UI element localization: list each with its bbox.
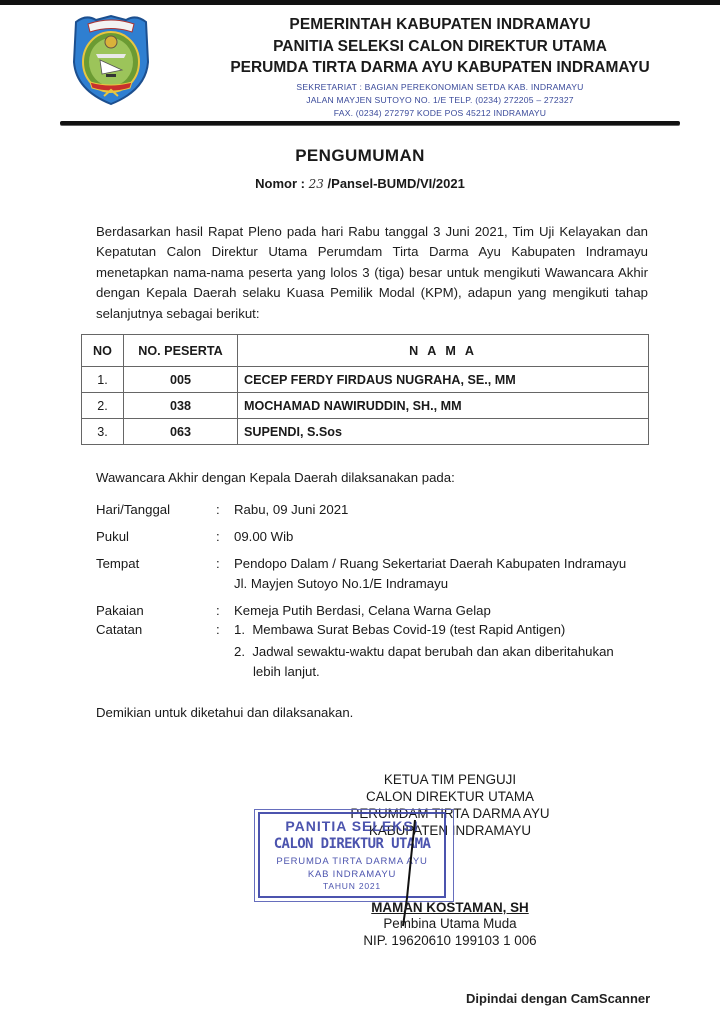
signatory-title-1: KETUA TIM PENGUJI bbox=[383, 772, 517, 787]
value-place-address: Jl. Mayjen Sutoyo No.1/E Indramayu bbox=[234, 576, 449, 591]
signatory-rank: Pembina Utama Muda bbox=[383, 916, 517, 931]
label-attire: Pakaian bbox=[96, 603, 144, 618]
participants-table bbox=[81, 334, 649, 445]
letterhead-fax: FAX. (0234) 272797 KODE POS 45212 INDRAMAYU bbox=[333, 108, 547, 118]
signatory-name: MAMAN KOSTAMAN, SH bbox=[371, 900, 529, 915]
shield-emblem-icon bbox=[66, 12, 156, 108]
handwritten-number: 23 bbox=[308, 177, 324, 191]
note-2: 2. Jadwal sewaktu-waktu dapat berubah dan akan diberitahukan bbox=[234, 644, 614, 659]
cell-name: CECEP FERDY FIRDAUS NUGRAHA, SE., MM bbox=[238, 367, 649, 393]
stamp-line-2: CALON DIREKTUR UTAMA bbox=[273, 836, 431, 852]
separator-colon: : bbox=[216, 529, 220, 544]
schedule-intro: Wawancara Akhir dengan Kepala Daerah dilaksanakan pada: bbox=[96, 470, 455, 485]
signatory-title-4: KABUPATEN INDRAMAYU bbox=[368, 823, 532, 838]
camscanner-watermark: Dipindai dengan CamScanner bbox=[466, 991, 651, 1006]
document-number bbox=[0, 176, 720, 191]
table-header-row bbox=[82, 335, 649, 367]
cell-no: 3. bbox=[82, 419, 124, 445]
cell-no: 2. bbox=[82, 393, 124, 419]
cell-participant-number: 038 bbox=[124, 393, 238, 419]
letterhead-divider bbox=[60, 121, 680, 125]
stamp-line-4: KAB INDRAMAYU bbox=[307, 869, 397, 880]
separator-colon: : bbox=[216, 502, 220, 517]
note-1: 1. Membawa Surat Bebas Covid-19 (test Rapid Antigen) bbox=[234, 622, 566, 637]
scan-top-edge bbox=[0, 0, 720, 5]
number-suffix: /Pansel-BUMD/VI/2021 bbox=[327, 176, 465, 191]
separator-colon: : bbox=[216, 556, 220, 571]
label-date: Hari/Tanggal bbox=[96, 502, 171, 517]
table-row bbox=[82, 393, 649, 419]
cell-name: MOCHAMAD NAWIRUDDIN, SH., MM bbox=[238, 393, 649, 419]
note-2-continued: lebih lanjut. bbox=[253, 664, 320, 679]
label-time: Pukul bbox=[96, 529, 129, 544]
indramayu-coat-of-arms-logo bbox=[66, 12, 156, 108]
value-place: Pendopo Dalam / Ruang Sekertariat Daerah Kabupaten Indramayu bbox=[234, 556, 627, 571]
value-attire: Kemeja Putih Berdasi, Celana Warna Gelap bbox=[234, 603, 491, 618]
cell-participant-number: 005 bbox=[124, 367, 238, 393]
signatory-title-3: PERUMDAM TIRTA DARMA AYU bbox=[350, 806, 550, 821]
paragraph-text: Berdasarkan hasil Rapat Pleno pada hari Rabu tanggal 3 Juni 2021, Tim Uji Kelayakan dan Kepatutan Calon Direktur Utama Perumdam Tirta Darma Ayu Kabupaten Indramayu menetapkan nama-nama peserta yang lolos 3 (tiga) besar untuk mengikuti Wawancara Akhir dengan Kepala Daerah selaku Kuasa Pemilik Modal (KPM), adapun yang mengikuti tahap selanjutnya sebagai berikut: bbox=[96, 224, 648, 321]
stamp-line-1: PANITIA SELEKSI bbox=[285, 818, 419, 834]
label-notes: Catatan bbox=[96, 622, 143, 637]
separator-colon: : bbox=[216, 603, 220, 618]
cell-no: 1. bbox=[82, 367, 124, 393]
letterhead-government: PEMERINTAH KABUPATEN INDRAMAYU bbox=[289, 16, 591, 33]
table-row bbox=[82, 367, 649, 393]
number-label: Nomor : bbox=[255, 176, 306, 191]
announcement-paragraph bbox=[96, 222, 648, 324]
table-row bbox=[82, 419, 649, 445]
letterhead-committee: PANITIA SELEKSI CALON DIREKTUR UTAMA bbox=[273, 38, 607, 55]
stamp-line-5: TAHUN 2021 bbox=[323, 881, 381, 891]
header-participant-number: NO. PESERTA bbox=[124, 335, 238, 367]
separator-colon: : bbox=[216, 622, 220, 637]
value-date: Rabu, 09 Juni 2021 bbox=[234, 502, 349, 517]
letterhead-address: JALAN MAYJEN SUTOYO NO. 1/E TELP. (0234) 272205 – 272327 bbox=[306, 95, 574, 105]
letterhead-secretariat: SEKRETARIAT : BAGIAN PEREKONOMIAN SETDA KAB. INDRAMAYU bbox=[296, 82, 584, 92]
signatory-title-2: CALON DIREKTUR UTAMA bbox=[366, 789, 534, 804]
stamp-line-3: PERUMDA TIRTA DARMA AYU bbox=[276, 856, 428, 867]
signatory-nip: NIP. 19620610 199103 1 006 bbox=[363, 933, 537, 948]
label-place: Tempat bbox=[96, 556, 140, 571]
cell-name: SUPENDI, S.Sos bbox=[238, 419, 649, 445]
value-time: 09.00 Wib bbox=[234, 529, 294, 544]
closing-statement: Demikian untuk diketahui dan dilaksanakan. bbox=[96, 705, 354, 720]
header-no: NO bbox=[82, 335, 124, 367]
document-title: PENGUMUMAN bbox=[295, 146, 425, 165]
header-name: N A M A bbox=[238, 335, 649, 367]
cell-participant-number: 063 bbox=[124, 419, 238, 445]
letterhead-company: PERUMDA TIRTA DARMA AYU KABUPATEN INDRAMAYU bbox=[230, 59, 650, 76]
